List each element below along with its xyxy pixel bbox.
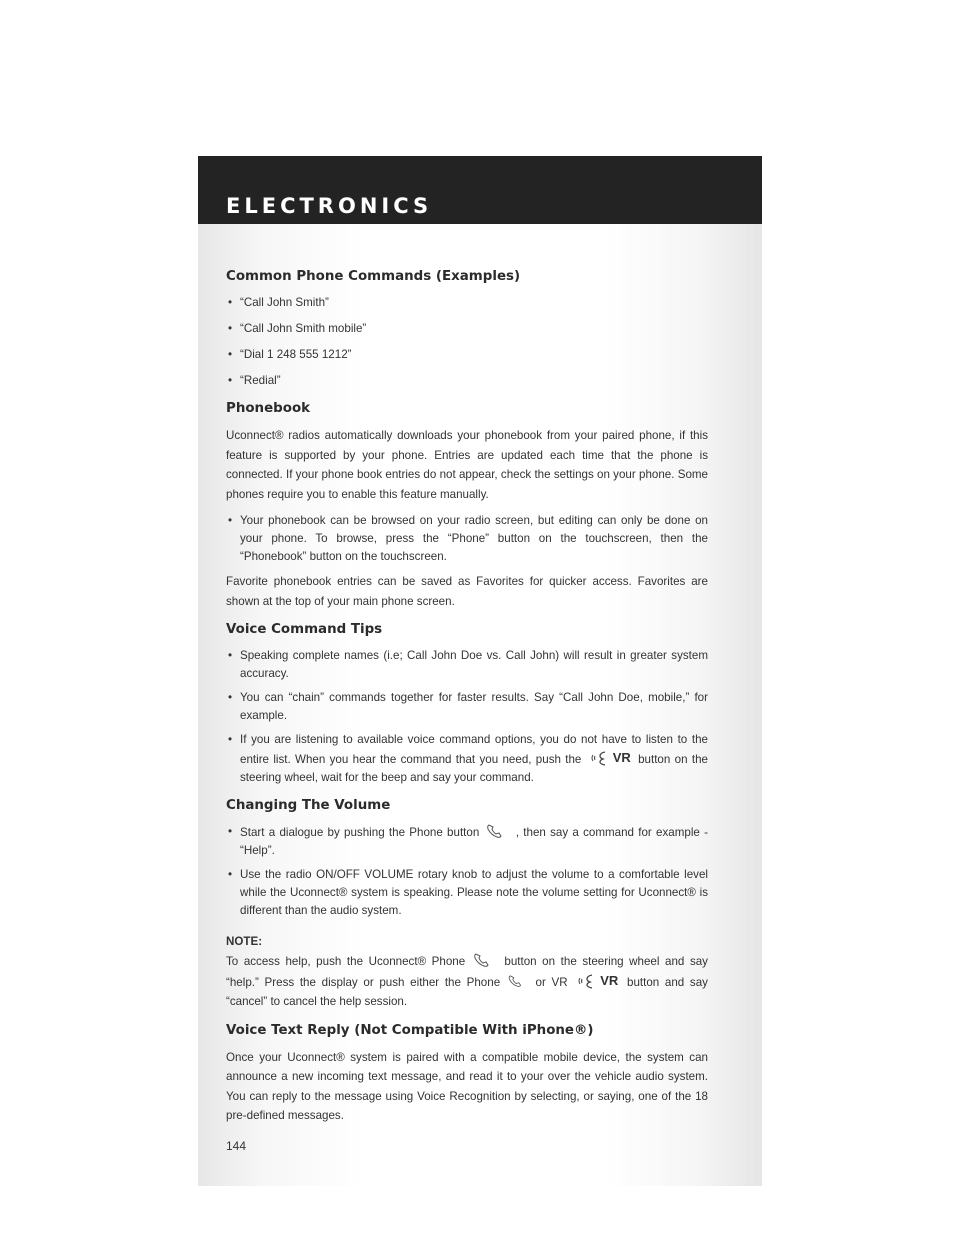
heading-phonebook: Phonebook [226,401,311,416]
tip-text: button on the steering wheel, wait for the beep and say your command. [240,753,708,784]
note-text: or VR [535,975,568,989]
list-item: • Use the radio ON/OFF VOLUME rotary knob to adjust the volume to a comfortable level while the Uconnect® system is speaking. Please note the volume setting for Uconnect® is different than the audio system. [226,866,708,920]
command-examples-list [226,294,708,390]
text-reply-paragraph: Once your Uconnect® system is paired with a compatible mobile device, the system can announce a new incoming text message, and read it to your over the vehicle audio system. You can reply to the message using Voice Recognition by selecting, or saying, one of the 18 pre-defined messages. [226,1050,708,1123]
list-item: • Your phonebook can be browsed on your radio screen, but editing can only be done on your phone. To browse, press the “Phone” button on the touchscreen, then the “Phonebook” button on the touchscreen. [226,512,708,566]
phone-icon [506,973,530,989]
heading-voice-text-reply: Voice Text Reply (Not Compatible With iPhone®) [226,1022,594,1038]
page-number: 144 [226,1139,247,1153]
volume-text: Start a dialogue by pushing the Phone button [240,826,480,839]
voice-tips-list [226,647,708,787]
phonebook-paragraph: Uconnect® radios automatically downloads your phonebook from your paired phone, if this feature is supported by your phone. Entries are updated each time that the phone is connected. If your phone book entries do not appear, check the settings on your phone. Some phones require you to enable this feature manually. [226,429,708,501]
note-label: NOTE: [226,935,263,948]
list-item: • You can “chain” commands together for faster results. Say “Call John Doe, mobile,” for example. [226,689,708,725]
list-item [226,823,708,860]
phone-icon [484,823,512,839]
list-item: • “Redial” [226,372,708,390]
phone-icon [471,952,499,968]
vr-label: VR [600,973,619,988]
vr-label: VR [612,750,631,765]
phonebook-list [226,512,708,566]
note-text: button and say “cancel” to cancel the help session. [226,975,708,1009]
tip-text: If you are listening to available voice command options, you do not have to listen to the entire list. When you hear the command that you need, push the [240,733,708,766]
heading-common-commands: Common Phone Commands (Examples) [226,269,521,284]
heading-changing-volume: Changing The Volume [226,798,391,813]
volume-text: , then say a command for example - “Help”. [240,826,708,857]
list-item: • Speaking complete names (i.e; Call John Doe vs. Call John) will result in greater system accuracy. [226,647,708,683]
note-text: To access help, push the Uconnect® Phone [226,954,466,968]
voice-recognition-icon [589,750,611,766]
heading-voice-tips: Voice Command Tips [226,622,383,637]
vr-button-icon [589,749,631,767]
note-paragraph [226,952,708,1012]
list-item: • “Call John Smith mobile” [226,320,708,338]
list-item [226,731,708,787]
section-title: ELECTRONICS [226,194,433,218]
list-item: • “Call John Smith” [226,294,708,312]
favorites-paragraph: Favorite phonebook entries can be saved as Favorites for quicker access. Favorites are shown at the top of your main phone screen. [226,575,708,608]
volume-list [226,823,708,920]
list-item: • “Dial 1 248 555 1212” [226,346,708,364]
content-column [226,268,708,1134]
section-header-bar [198,156,762,224]
vr-button-icon [576,971,618,991]
voice-recognition-icon [576,973,598,989]
note-text: button on the steering wheel and say “help.” Press the display or push either the Phone [226,954,708,989]
